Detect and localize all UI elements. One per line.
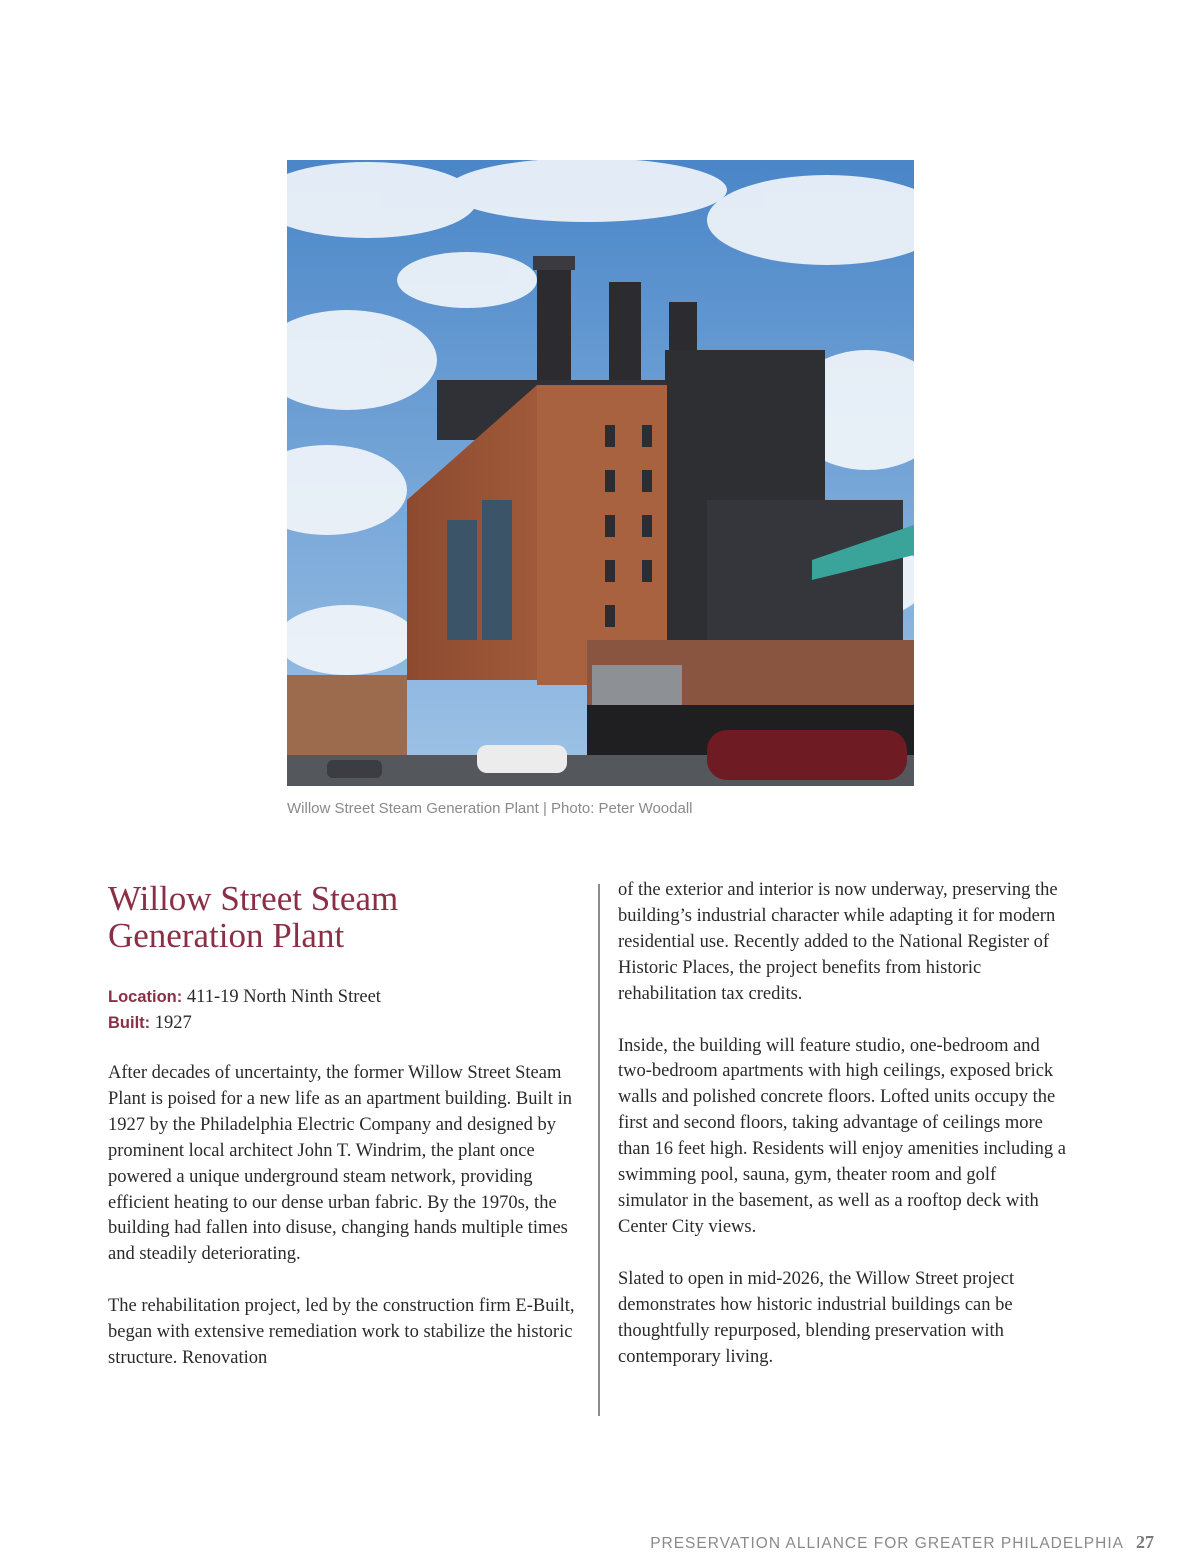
built-value: 1927	[154, 1013, 192, 1033]
body-paragraph: After decades of uncertainty, the former Willow Street Steam Plant is poised for a new life as an apartment building. Built in 1927 by the Philadelphia Electric Company and designed by prominent local architect John T. Windrim, the plant once powered a unique underground steam network, providing efficient heating to our dense urban fabric. By the 1970s, the building had fallen into disuse, changing hands multiple times and steadily deteriorating.	[108, 1063, 572, 1265]
body-paragraph: Slated to open in mid-2026, the Willow Street project demonstrates how historic industrial buildings can be thoughtfully repurposed, blending preservation with contemporary living.	[618, 1268, 1015, 1367]
page-number: 27	[1136, 1532, 1154, 1552]
left-column	[108, 880, 578, 1372]
right-column	[618, 878, 1068, 1370]
location-value: 411-19 North Ninth Street	[186, 987, 381, 1007]
page-footer	[650, 1532, 1154, 1553]
location-label: Location:	[108, 988, 183, 1006]
body-paragraph: of the exterior and interior is now underway, preserving the building’s industrial character while adapting it for modern residential use. Recently added to the National Register of Historic Places, the project benefits from historic rehabilitation tax credits.	[618, 880, 1058, 1004]
photo-caption: Willow Street Steam Generation Plant | Photo: Peter Woodall	[287, 800, 693, 817]
fact-list	[108, 984, 578, 1036]
article-title	[108, 880, 578, 954]
body-paragraph: The rehabilitation project, led by the construction firm E-Built, began with extensive remediation work to stabilize the historic structure. Renovation	[108, 1296, 575, 1369]
built-fact	[108, 1010, 578, 1036]
title-line-1: Willow Street Steam	[108, 879, 399, 918]
building-photo	[287, 160, 914, 786]
footer-organization: PRESERVATION ALLIANCE FOR GREATER PHILADELPHIA	[650, 1535, 1124, 1552]
body-paragraph: Inside, the building will feature studio, one-bedroom and two-bedroom apartments with high ceilings, exposed brick walls and polished concrete floors. Lofted units occupy the first and second floors, taking advantage of ceilings more than 16 feet high. Residents will enjoy amenities including a swimming pool, sauna, gym, theater room and golf simulator in the basement, as well as a rooftop deck with Center City views.	[618, 1035, 1067, 1237]
built-label: Built:	[108, 1014, 151, 1032]
location-fact	[108, 984, 578, 1010]
title-line-2: Generation Plant	[108, 916, 345, 955]
column-divider	[598, 884, 600, 1416]
